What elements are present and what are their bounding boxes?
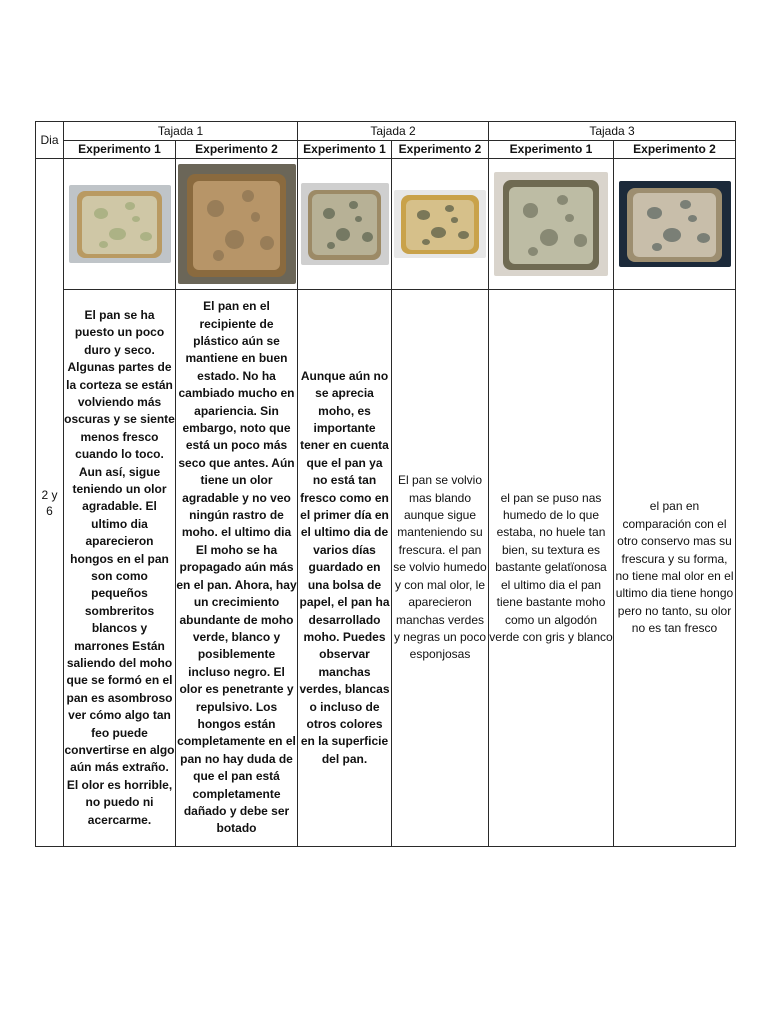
text-row <box>36 290 736 847</box>
mold-spot <box>422 239 430 245</box>
bread-slice-photo-icon <box>494 172 608 276</box>
mold-spot <box>431 227 446 238</box>
tajada-1-header: Tajada 1 <box>64 122 298 141</box>
bread-crumb <box>406 200 474 250</box>
bread-slice-photo-icon <box>69 185 171 263</box>
photo-cell <box>489 159 614 290</box>
mold-spot <box>225 230 244 249</box>
observation-text: el pan en comparación con el otro conservo mas su frescura y su forma, no tiene mal olor en el ultimo dia tiene hongo pero no tanto, su olor no es tan fresco <box>614 290 736 847</box>
mold-spot <box>362 232 373 242</box>
mold-spot <box>349 201 358 209</box>
mold-spot <box>109 228 125 240</box>
photo-cell <box>614 159 736 290</box>
photo-cell <box>64 159 176 290</box>
bread-slice-photo-icon <box>394 190 486 258</box>
bread-crumb <box>633 193 716 257</box>
mold-spot <box>680 200 691 209</box>
experimento-header: Experimento 2 <box>176 141 298 159</box>
observation-text: El pan se ha puesto un poco duro y seco. Algunas partes de la corteza se están volviendo más oscuras y se siente menos fresco cuando lo toco. Aun así, sigue teniendo un olor agradable. El ultimo dia aparecieron hongos en el pan son como pequeños sombreritos blancos y marrones Están saliendo del moho que se formó en el pan es asombroso ver cómo algo tan feo puede convertirse en algo aún más extraño. El olor es horrible, no puedo ni acercarme. <box>64 290 176 847</box>
mold-spot <box>451 217 458 222</box>
photo-cell <box>298 159 392 290</box>
mold-spot <box>336 228 350 241</box>
mold-spot <box>697 233 710 243</box>
tajada-header-row <box>36 122 736 141</box>
mold-spot <box>207 200 224 217</box>
mold-spot <box>323 208 335 219</box>
mold-spot <box>540 229 558 246</box>
tajada-3-header: Tajada 3 <box>489 122 736 141</box>
photo-cell <box>176 159 298 290</box>
experimento-header: Experimento 1 <box>489 141 614 159</box>
experimento-header-row <box>36 141 736 159</box>
photo-cell <box>392 159 489 290</box>
bread-crumb <box>509 187 593 264</box>
bread-crumb <box>82 196 157 254</box>
day-label: 2 y 6 <box>36 159 64 847</box>
mold-spot <box>417 210 430 220</box>
mold-spot <box>251 212 260 222</box>
bread-slice-photo-icon <box>178 164 296 284</box>
observation-text: El pan se volvio mas blando aunque sigue manteniendo su frescura. el pan se volvio humedo y con mal olor, le aparecieron manchas verdes y negras un poco esponjosas <box>392 290 489 847</box>
bread-crumb <box>193 181 280 270</box>
mold-spot <box>647 207 663 219</box>
experimento-header: Experimento 1 <box>64 141 176 159</box>
bread-crumb <box>312 194 377 255</box>
bread-slice-photo-icon <box>619 181 731 267</box>
experimento-header: Experimento 2 <box>614 141 736 159</box>
mold-spot <box>445 205 454 212</box>
photo-row <box>36 159 736 290</box>
bread-slice-photo-icon <box>301 183 389 265</box>
experiment-table <box>35 121 736 847</box>
observation-text: El pan en el recipiente de plástico aún se mantiene en buen estado. No ha cambiado mucho en apariencia. Sin embargo, noto que está un poco más seco que antes. Aún tiene un olor agradable y no veo ningún rastro de moho. el ultimo dia El moho se ha propagado aún más en el pan. Ahora, hay un crecimiento abundante de moho verde, blanco y posiblemente incluso negro. El olor es penetrante y repulsivo. Los hongos están completamente en el pan no hay duda de que el pan está completamente dañado y debe ser botado <box>176 290 298 847</box>
mold-spot <box>213 250 224 261</box>
experimento-header: Experimento 2 <box>392 141 489 159</box>
experimento-header: Experimento 1 <box>298 141 392 159</box>
dia-header: Dia <box>36 122 64 159</box>
mold-spot <box>125 202 135 210</box>
mold-spot <box>565 214 574 222</box>
tajada-2-header: Tajada 2 <box>298 122 489 141</box>
mold-spot <box>652 243 662 251</box>
observation-text: el pan se puso nas humedo de lo que estaba, no huele tan bien, su textura es bastante gelatïonosa el ultimo dia el pan tiene bastante moho como un algodón verde con gris y blanco <box>489 290 614 847</box>
observation-text: Aunque aún no se aprecia moho, es importante tener en cuenta que el pan ya no está tan fresco como en el primer día en el ultimo dia de varios días guardado en una bolsa de papel, el pan ha desarrollado moho. Puedes observar manchas verdes, blancas o incluso de otros colores en la superficie del pan. <box>298 290 392 847</box>
mold-spot <box>523 203 539 218</box>
